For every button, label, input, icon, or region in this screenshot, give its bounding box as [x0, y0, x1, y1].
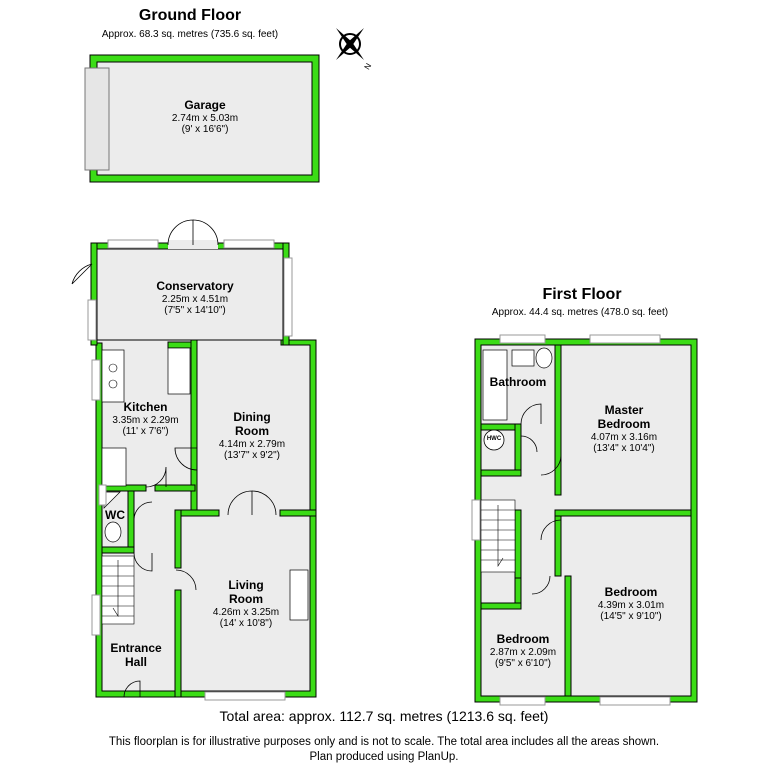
conservatory-window-1: [108, 240, 158, 248]
room-name: Garage: [184, 98, 226, 112]
room-name-line1: Living: [228, 578, 264, 592]
room-name-line2: Bedroom: [597, 416, 651, 431]
conservatory-window-2: [224, 240, 274, 248]
room-master-bedroom: [565, 404, 683, 455]
room-imperial: (13'7" x 9'2"): [224, 450, 280, 462]
room-metric: 4.26m x 3.25m: [212, 606, 280, 618]
disclaimer: This floorplan is for illustrative purposes only and is not to scale. The total area includes all the areas shown.: [108, 736, 660, 748]
room-imperial: (9'5" x 6'10"): [495, 658, 551, 670]
room-wc: WC: [105, 508, 125, 522]
room-name-line2: Room: [235, 423, 269, 438]
room-garage: [150, 99, 260, 136]
room-imperial: (13'4" x 10'4"): [593, 443, 655, 455]
credit: Plan produced using PlanUp.: [309, 751, 459, 763]
room-name-line2: Hall: [124, 654, 147, 669]
compass-north-label: N: [362, 61, 374, 72]
room-name-line1: Entrance: [110, 641, 162, 655]
room-dining: [200, 411, 304, 462]
room-imperial: (11' x 7'6"): [122, 426, 169, 438]
conservatory-window-3: [284, 258, 292, 336]
ground-floor-area: Approx. 68.3 sq. metres (735.6 sq. feet): [101, 29, 279, 40]
wc-toilet: [105, 522, 121, 542]
room-bedroom-small: [482, 633, 564, 670]
room-name: Kitchen: [123, 400, 168, 414]
room-conservatory: [130, 280, 260, 317]
first-floor-title: First Floor: [542, 286, 622, 303]
room-metric: 3.35m x 2.29m: [112, 414, 179, 426]
ground-floor-title: Ground Floor: [138, 7, 242, 24]
room-metric: 4.14m x 2.79m: [218, 438, 286, 450]
room-imperial: (14'5" x 9'10"): [600, 611, 662, 623]
room-name: Bedroom: [604, 585, 658, 599]
room-metric: 2.25m x 4.51m: [161, 293, 229, 305]
room-metric: 4.07m x 3.16m: [590, 431, 658, 443]
room-name: Bedroom: [496, 632, 550, 646]
room-bathroom: Bathroom: [489, 375, 547, 389]
hwc-label: HWC: [486, 436, 502, 442]
conservatory-window-4: [88, 300, 96, 340]
room-living: [186, 579, 306, 630]
room-metric: 2.74m x 5.03m: [171, 112, 239, 124]
room-name-line1: Master: [604, 403, 644, 417]
room-entrance-hall: [100, 642, 172, 670]
room-kitchen: [98, 401, 193, 438]
first-floor-stairs: [481, 500, 515, 572]
garage-door: [85, 68, 109, 170]
first-floor-area: Approx. 44.4 sq. metres (478.0 sq. feet): [491, 307, 669, 318]
kitchen-sink: [102, 350, 124, 402]
room-name-line2: Room: [229, 591, 263, 606]
room-name: Conservatory: [156, 279, 234, 293]
living-room-window: [205, 692, 285, 700]
room-imperial: (14' x 10'8"): [219, 618, 273, 630]
room-metric: 2.87m x 2.09m: [489, 646, 557, 658]
total-area: Total area: approx. 112.7 sq. metres (1213.6 sq. feet): [219, 708, 549, 724]
room-metric: 4.39m x 3.01m: [597, 599, 665, 611]
room-imperial: (9' x 16'6"): [181, 124, 229, 136]
room-bedroom-large: [574, 586, 688, 623]
room-name-line1: Dining: [233, 410, 271, 424]
compass-icon: [336, 28, 364, 60]
ground-floor-stairs: [102, 556, 134, 624]
room-imperial: (7'5" x 14'10"): [164, 305, 226, 317]
